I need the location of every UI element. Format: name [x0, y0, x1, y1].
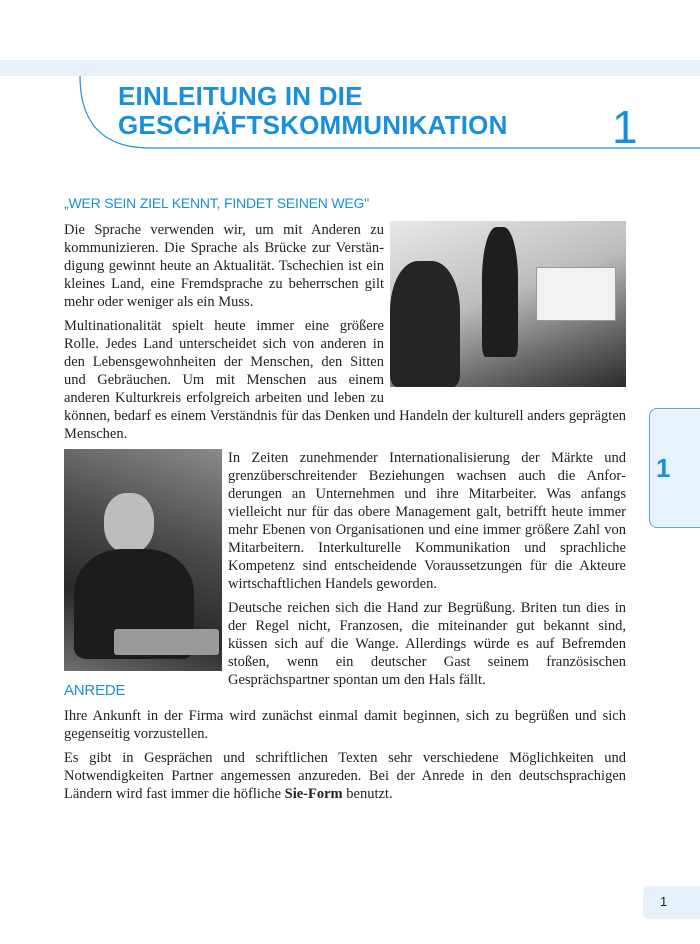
chapter-title: [118, 82, 508, 140]
section-heading: „WER SEIN ZIEL KENNT, FINDET SEINEN WEG": [64, 195, 370, 211]
businessman-photo: [64, 449, 222, 671]
paragraph: Die Sprache verwenden wir, um mit Anderen zu kommunizieren. Die Sprache als Brücke zur Verständigung gewinnt heute an Aktualität. Tschechien ist ein kleines Land, eine Fremdsprache zu beherrschen gilt mehr oder weniger als ein Muss.: [64, 222, 384, 310]
side-tab-number: 1: [656, 453, 671, 483]
anrede-body: [64, 707, 626, 809]
chapter-title-line2: GESCHÄFTSKOMMUNIKATION: [118, 110, 508, 140]
chapter-side-tab[interactable]: [649, 408, 700, 528]
paragraph: Multinationalität spielt heute immer eine größere Rolle. Jedes Land unterscheidet sich von anderen in den Lebensgewohnheiten der Menschen, den Sitten und Gebräuchen. Um mit Menschen aus einem anderen Kulturkreis erfolgreich arbeiten und leben zu können, bedarf es einem Verständnis für das Denken und Handeln der kulturell anders geprägten Menschen.: [64, 318, 626, 442]
section-heading-anrede: ANREDE: [64, 682, 126, 699]
paragraph-text: benutzt.: [342, 786, 393, 802]
chapter-number: 1: [612, 101, 638, 153]
presentation-photo: [390, 221, 626, 387]
paragraph: Ihre Ankunft in der Firma wird zunächst einmal damit beginnen, sich zu begrüßen und sich gegenseitig vorzustellen.: [64, 708, 626, 742]
paragraph: [64, 749, 626, 803]
bold-term: Sie-Form: [284, 786, 343, 802]
paragraph: In Zeiten zunehmender Internationalisierung der Märkte und grenzüberschreitender Beziehungen wachsen auch die Anforderungen an Unternehmen und ihre Mitarbeiter. Was anfangs vielleicht nur für das obere Management galt, betrifft heute immer mehr Ebenen von Organisationen und eine immer größere Zahl von Mitarbeitern. Interkulturelle Kommunikation und sprachliche Kompetenz sind entscheidende Voraussetzungen für die Akteure wirtschaftlichen Handels geworden.: [228, 450, 626, 592]
page-number-box: [643, 886, 700, 919]
page-number: 1: [660, 894, 668, 909]
section-body: [64, 221, 626, 695]
paragraph-text: Es gibt in Gesprächen und schriftlichen Texten sehr verschiedene Möglichkeiten und Notwendigkeiten Partner angemessen anzureden. Bei der Anrede in den deutschsprachigen Ländern wird fast immer die höfliche: [64, 750, 626, 802]
paragraph: Deutsche reichen sich die Hand zur Begrüßung. Briten tun dies in der Regel nicht, Franzosen, die miteinander gut bekannt sind, küssen sich auf die Wange. Allerdings würde es auf Befremden stoßen, wenn ein deutscher Gast seinem französischen Gesprächspartner spontan um den Hals fällt.: [228, 600, 626, 688]
chapter-title-line1: EINLEITUNG IN DIE: [118, 81, 363, 111]
